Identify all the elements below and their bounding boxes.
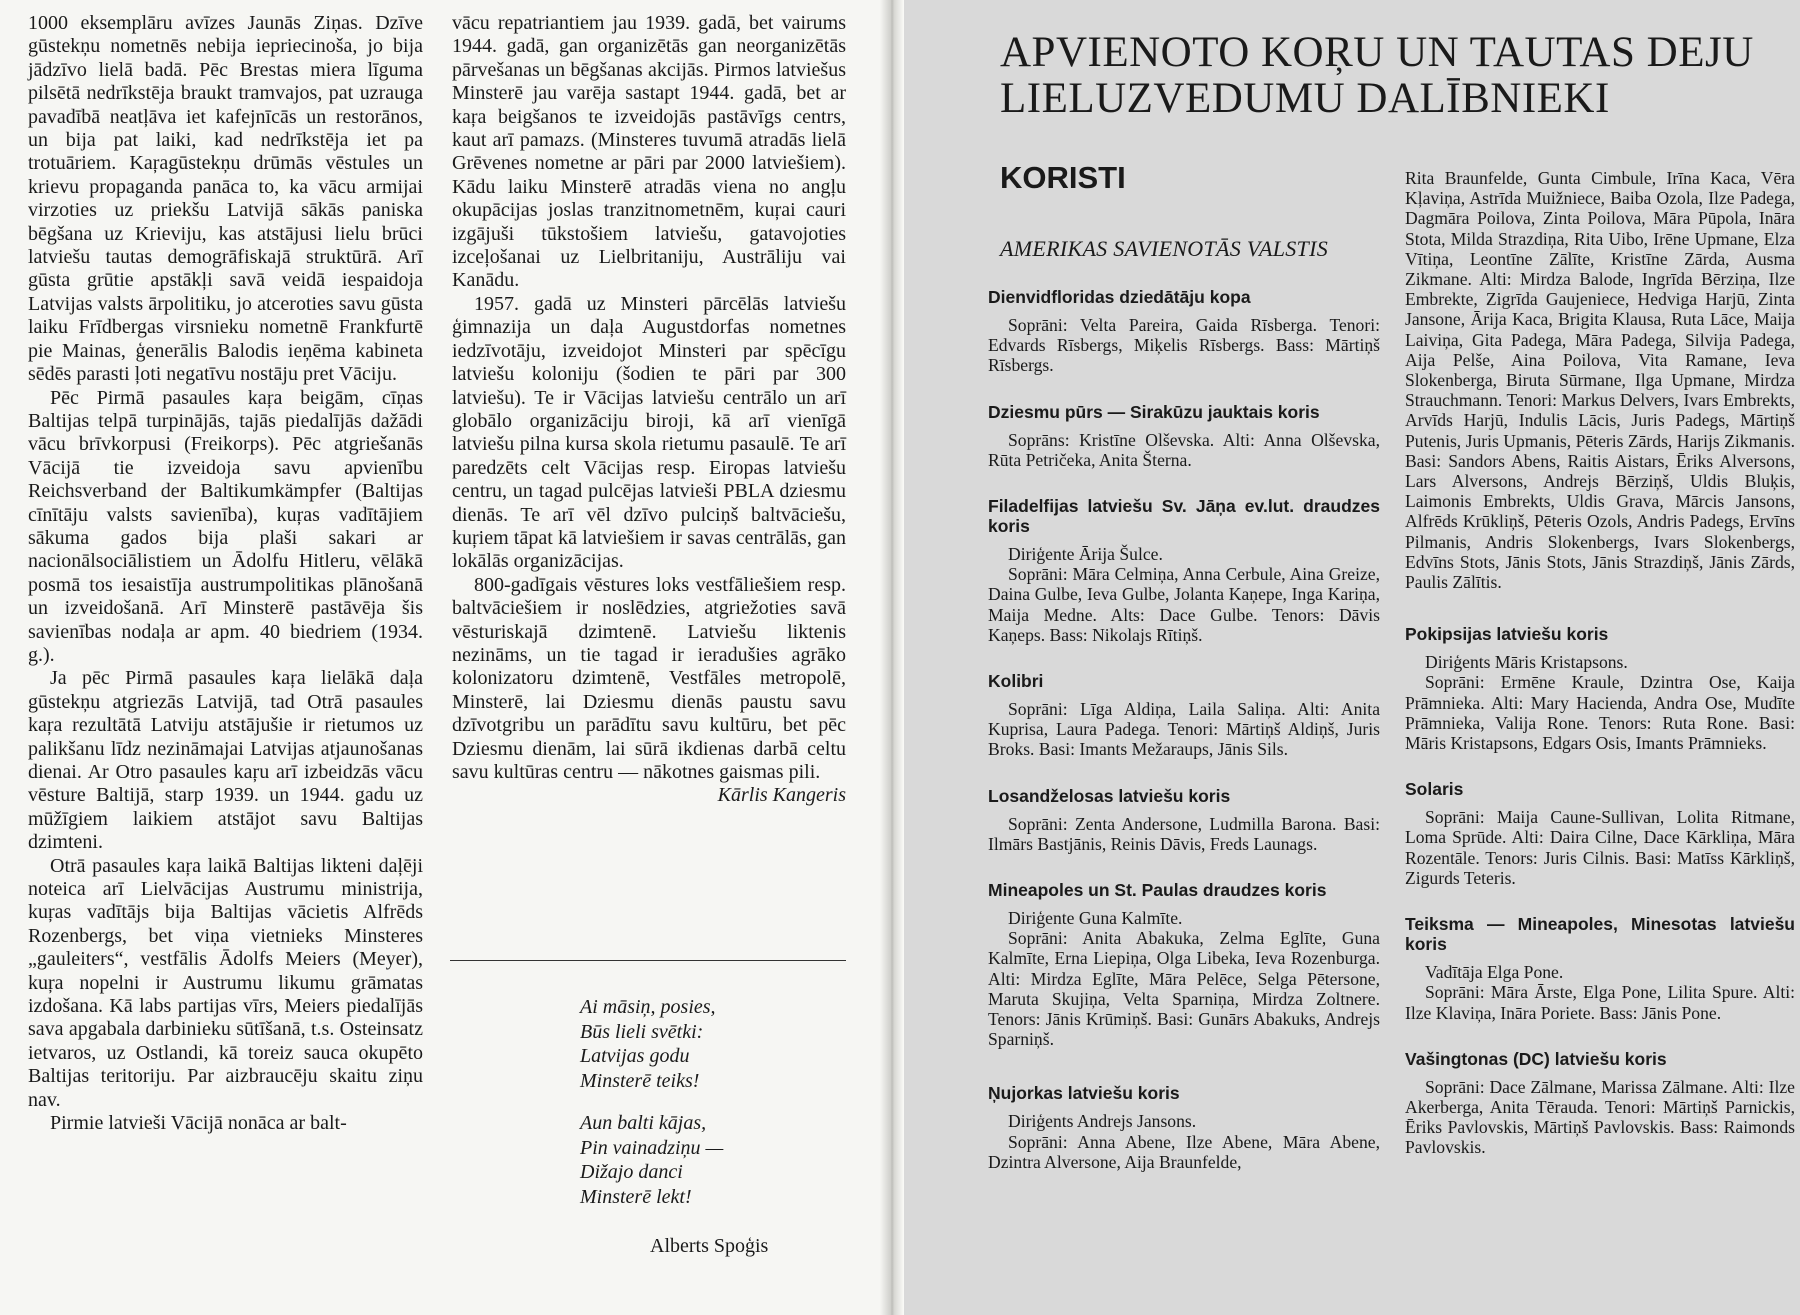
choir-name: Dziesmu pūrs — Sirakūzu jauktais koris [988, 401, 1320, 422]
choir-entry [988, 402, 1380, 470]
choir-members: Soprāni: Zenta Andersone, Ludmilla Barona. Basi: Ilmārs Bastjānis, Reinis Dāvis, Freds Launags. [988, 813, 1380, 854]
choir-members: Soprāni: Māra Ārste, Elga Pone, Lilita Spure. Alti: Ilze Klaviņa, Ināra Poriete. Bass: Jānis Pone. [1405, 982, 1795, 1023]
page-title [1000, 30, 1754, 122]
choir-entry [1405, 914, 1795, 1023]
title-line: APVIENOTO KOŖU UN TAUTAS DEJU [1000, 29, 1754, 76]
choir-name: Vašingtonas (DC) latviešu koris [1405, 1048, 1667, 1069]
choir-entry [1405, 624, 1795, 753]
choir-column-1 [988, 287, 1380, 1198]
choir-members: Soprāni: Anna Abene, Ilze Abene, Māra Abene, Dzintra Alversone, Aija Braunfelde, [988, 1131, 1380, 1172]
choir-entry [988, 496, 1380, 645]
choir-entry-continued [1405, 168, 1795, 592]
choir-entry [1405, 1049, 1795, 1158]
poem-line: Pin vainadziņu — [580, 1136, 724, 1159]
choir-entry [988, 287, 1380, 376]
title-line: LIELUZVEDUMU DALĪBNIEKI [1000, 75, 1610, 122]
choir-entry [988, 671, 1380, 760]
poem-line: Ai māsiņ, posies, [580, 996, 716, 1018]
choir-members: Soprāni: Velta Pareira, Gaida Rīsberga. Tenori: Edvards Rīsbergs, Miķelis Rīsbergs. Bass: Mārtiņš Rīsbergs. [988, 315, 1380, 376]
choir-name: Pokipsijas latviešu koris [1405, 624, 1609, 645]
choir-conductor: Diriģente Guna Kalmīte. [1008, 908, 1183, 929]
poem-line: Aun balti kājas, [580, 1112, 707, 1134]
choir-entry [988, 880, 1380, 1049]
choir-conductor: Diriģente Ārija Šulce. [1008, 544, 1163, 565]
choir-members: Soprāni: Dace Zālmane, Marissa Zālmane. Alti: Ilze Akerberga, Anita Tērauda. Tenori: Mārtiņš Parnickis, Ēriks Pavlovskis, Mārtiņš Pavlovskis. Bass: Raimonds Pavlovskis. [1405, 1076, 1795, 1158]
paragraph: 1000 eksemplāru avīzes Jaunās Ziņas. Dzīve gūstekņu nometnēs nebija iepriecinoša, jo bija jādzīvo lielā badā. Pēc Brestas miera līguma pilsētā nedrīkstēja braukt tramvajos, pat uzrauga pavadībā neatļāva iet kafejnīcās un restorānos, un bija pat laiki, kad nedrīkstēja iet pa trotuāriem. Kaŗagūstekņu drūmās vēstules un krievu propaganda panāca to, ka vācu armijai virzoties uz priekšu Latvijā sākās paniska bēgšana uz Krieviju, kas atstājusi lielu brūci latviešu tautas demogrāfiskajā struktūrā. Arī gūsta grūtie apstākļi savā veidā iespaidoja Latvijas valsts ārpolitiku, jo atceroties savu gūsta laiku Frīdbergas virsnieku nometnē Frankfurtē pie Mainas, ģenerālis Balodis ieņēma kabineta sēdēs parasti ļoti negatīvu nostāju pret Vāciju. [28, 12, 423, 386]
poem-line: Būs lieli svētki: [580, 1020, 704, 1043]
choir-name: Mineapoles un St. Paulas draudzes koris [988, 880, 1327, 901]
choir-members: Soprāni: Līga Aldiņa, Laila Saliņa. Alti: Anita Kuprisa, Laura Padega. Tenori: Mārtiņš Aldiņš, Juris Broks. Basi: Imants Mežaraups, Jānis Sils. [988, 699, 1380, 760]
choir-entry [1405, 779, 1795, 888]
choir-name: Dienvidfloridas dziedātāju kopa [988, 287, 1251, 307]
choir-name: Teiksma — Mineapoles, Minesotas latviešu koris [1405, 914, 1795, 955]
poem-author: Alberts Spoģis [650, 1235, 769, 1257]
paragraph: Pirmie latvieši Vācijā nonāca ar balt- [50, 1112, 347, 1135]
choir-entry [988, 786, 1380, 854]
poem-line: Minsterē lekt! [580, 1185, 692, 1208]
choir-conductor: Diriģents Māris Kristapsons. [1425, 652, 1628, 673]
article-signature: Kārlis Kangeris [717, 784, 846, 807]
paragraph: 800-gadīgais vēstures loks vestfāliešiem resp. baltvāciešiem ir noslēdzies, atgriežoties savā vēsturiskajā dzimtenē. Latviešu liktenis nezināms, un tie tagad ir ieradušies agrāko kolonizatoru dzimtenē, Vestfāles metropolē, Minsterē, lai Dziesmu dienās paustu savu dzīvotgribu un parādītu savu kultūru, bet pēc Dziesmu dienām, lai sūrā ikdienas darbā celtu savu kultūras centru — nākotnes gaismas pili. [452, 573, 846, 783]
choir-name: Filadelfijas latviešu Sv. Jāņa ev.lut. draudzes koris [988, 496, 1380, 537]
choir-members: Rita Braunfelde, Gunta Cimbule, Irīna Kaca, Vēra Kļaviņa, Astrīda Muižniece, Baiba Ozola, Ilze Padega, Dagmāra Poilova, Zinta Poilova, Māra Pūpola, Ināra Stota, Milda Strazdiņa, Rita Uibo, Irēne Upmane, Elza Vītiņa, Leontīne Zālīte, Kristīne Zārda, Ausma Zikmane. Alti: Mirdza Balode, Ingrīda Bērziņa, Ilze Embrekte, Zigrīda Gaujeniece, Hedviga Harjū, Zinta Jansone, Ārija Kaca, Brigita Klausa, Ruta Lāce, Maija Laiviņa, Gita Padega, Māra Padega, Silvija Padega, Aija Pelše, Aina Poilova, Vita Ramane, Ieva Slokenberga, Biruta Sūrmane, Ilga Upmane, Mirdza Strauchmann. Tenori: Markus Delvers, Ivars Embrekts, Arvīds Harjū, Indulis Lācis, Juris Padegs, Mārtiņš Putenis, Juris Upmanis, Pēteris Zārds, Harijs Zikmanis. Basi: Sandors Abens, Raitis Aistars, Ēriks Alversons, Lars Alversons, Andrejs Bērziņš, Uldis Bluķis, Laimonis Embrekts, Uldis Grava, Mārcis Jansons, Alfrēds Krūkliņš, Pēteris Ozols, Andris Padegs, Ervīns Pilmanis, Andris Slokenbergs, Ivars Slokenbergs, Edvīns Stots, Jānis Stots, Jānis Strazdiņš, Jānis Zārds, Paulis Zālītis. [1405, 168, 1795, 593]
choir-members: Soprāni: Ermēne Kraule, Dzintra Ose, Kaija Prāmnieka. Alti: Mary Hacienda, Andra Ose, Mudīte Prāmnieka, Valija Rone. Tenors: Ruta Rone. Basi: Māris Kristapsons, Edgars Osis, Imants Prāmnieks. [1405, 672, 1795, 754]
choir-members: Soprāns: Kristīne Olševska. Alti: Anna Olševska, Rūta Petričeka, Anita Šterna. [988, 429, 1380, 470]
choir-column-2 [1405, 168, 1795, 1184]
country-heading: AMERIKAS SAVIENOTĀS VALSTIS [1000, 236, 1329, 261]
choir-name: Kolibri [988, 671, 1044, 692]
choir-name: Losandželosas latviešu koris [988, 785, 1231, 806]
paragraph: vācu repatriantiem jau 1939. gadā, bet vairums 1944. gadā, gan organizētās gan neorganizētās pārvešanas un bēgšanas akcijās. Pirmos latviešus Minsterē jau varēja sastapt 1944. gadā, bet ar kaŗa beigšanos te izveidojās pastāvīgs centrs, kaut arī pamazs. (Minsteres tuvumā atradās lielā Grēvenes nometne ar pāri par 2000 latviešiem). Kādu laiku Minsterē atradās viena no angļu okupācijas joslas tranzitnometnēm, kuŗai cauri izgājuši tūkstošiem latviešu, gatavojoties izceļošanai uz Lielbritaniju, Austrāliju vai Kanādu. [452, 12, 846, 292]
choir-conductor: Vadītāja Elga Pone. [1425, 962, 1564, 983]
choir-members: Soprāni: Maija Caune-Sullivan, Lolita Ritmane, Loma Sprūde. Alti: Daira Cilne, Dace Kārkliņa, Māra Rozentāle. Tenors: Juris Cilnis. Basi: Matīss Kārkliņš, Zigurds Teteris. [1405, 807, 1795, 888]
poem-line: Dižajo danci [580, 1161, 683, 1183]
paragraph: Ja pēc Pirmā pasaules kaŗa lielākā daļa gūstekņu atgriezās Latvijā, tad Otrā pasaules kaŗa rezultātā Latviju atstājušie ir rietumos uz palikšanu līdz nezināmajai Latvijas atjaunošanas dienai. Ar Otro pasaules kaŗu arī izbeidzās vācu vēsture Baltijā, starp 1939. un 1944. gadu uz mūžīgiem laikiem atstājot savu Baltijas dzimteni. [28, 667, 423, 854]
choir-conductor: Diriģents Andrejs Jansons. [1008, 1111, 1197, 1132]
poem-line: Latvijas godu [580, 1045, 690, 1067]
choir-entry [988, 1083, 1380, 1172]
choir-members: Soprāni: Anita Abakuka, Zelma Eglīte, Guna Kalmīte, Erna Liepiņa, Olga Libeka, Ieva Rozenburga. Alti: Mirdza Eglīte, Māra Pelēce, Selga Pētersone, Maruta Skujiņa, Velta Sparniņa, Mirdza Zoltnere. Tenors: Jānis Krūmiņš. Basi: Gunārs Abakuks, Andrejs Sparniņš. [988, 928, 1380, 1050]
choir-name: Solaris [1405, 779, 1464, 800]
paragraph: Pēc Pirmā pasaules kaŗa beigām, cīņas Baltijas telpā turpinājās, tajās piedalījās dažādi vācu brīvkorpusi (Freikorps). Pēc atgriešanās Vācijā tie izveidoja savu apvienību Reichsverband der Baltikumkämpfer (Baltijas cīnītāju valsts savienība), kuŗas vadītājiem sākuma gados bija plaši sakari ar nacionālsociālistiem un Ādolfu Hitleru, vēlākā posmā tos iesaistīja austrumpolitikas plānošanā un izveidošanā. Arī Minsterē pastāvēja šis savienības nodaļa ar apm. 40 biedriem (1934. g.). [28, 386, 423, 666]
paragraph: Otrā pasaules kaŗa laikā Baltijas likteni daļēji noteica arī Lielvācijas Austrumu ministrija, kuŗas vadītājs bija Baltijas vācietis Alfrēds Rozenbergs, bet viņa vietnieks Minsteres „gauleiters“, vestfālis Ādolfs Meiers (Meyer), kuŗa nopelni ir Austrumu likumu grāmatas izdošana. Kā labs partijas vīrs, Meiers piedalījās sava apgabala darbinieku sūtīšanā, t.s. Osteinsatz ietvaros, uz Ostlandi, kā toreiz sauca okupēto Baltijas teritoriju. Par aizbraucēju skaitu ziņu nav. [28, 854, 423, 1111]
choir-name: Ņujorkas latviešu koris [988, 1083, 1180, 1104]
poem-line: Minsterē teiks! [580, 1069, 700, 1092]
paragraph: 1957. gadā uz Minsteri pārcēlās latviešu ģimnazija un daļa Augustdorfas nometnes iedzīvotāju, izveidojot Minsteri par spēcīgu latviešu koloniju (šodien te pāri par 300 latviešu). Te ir Vācijas latviešu centrālo un arī globālo organizāciju biroji, kā arī vienīgā latviešu pilna kursa skola rietumu pasaulē. Te arī paredzēts celt Vācijas resp. Eiropas latviešu centru, un tagad pulcējas latvieši PBLA dziesmu dienās. Te arī vēl dzīvo pulciņš baltvāciešu, kuŗiem tāpat kā latviešiem ir savas centrālās, gan lokālās organizācijas. [452, 292, 846, 573]
section-heading: KORISTI [1000, 160, 1126, 195]
choir-members: Soprāni: Māra Celmiņa, Anna Cerbule, Aina Greize, Daina Gulbe, Ieva Gulbe, Jolanta Kaņepe, Inga Kariņa, Maija Medne. Alts: Dace Gulbe. Tenors: Dāvis Kaņeps. Bass: Nikolajs Rītiņš. [988, 564, 1380, 645]
